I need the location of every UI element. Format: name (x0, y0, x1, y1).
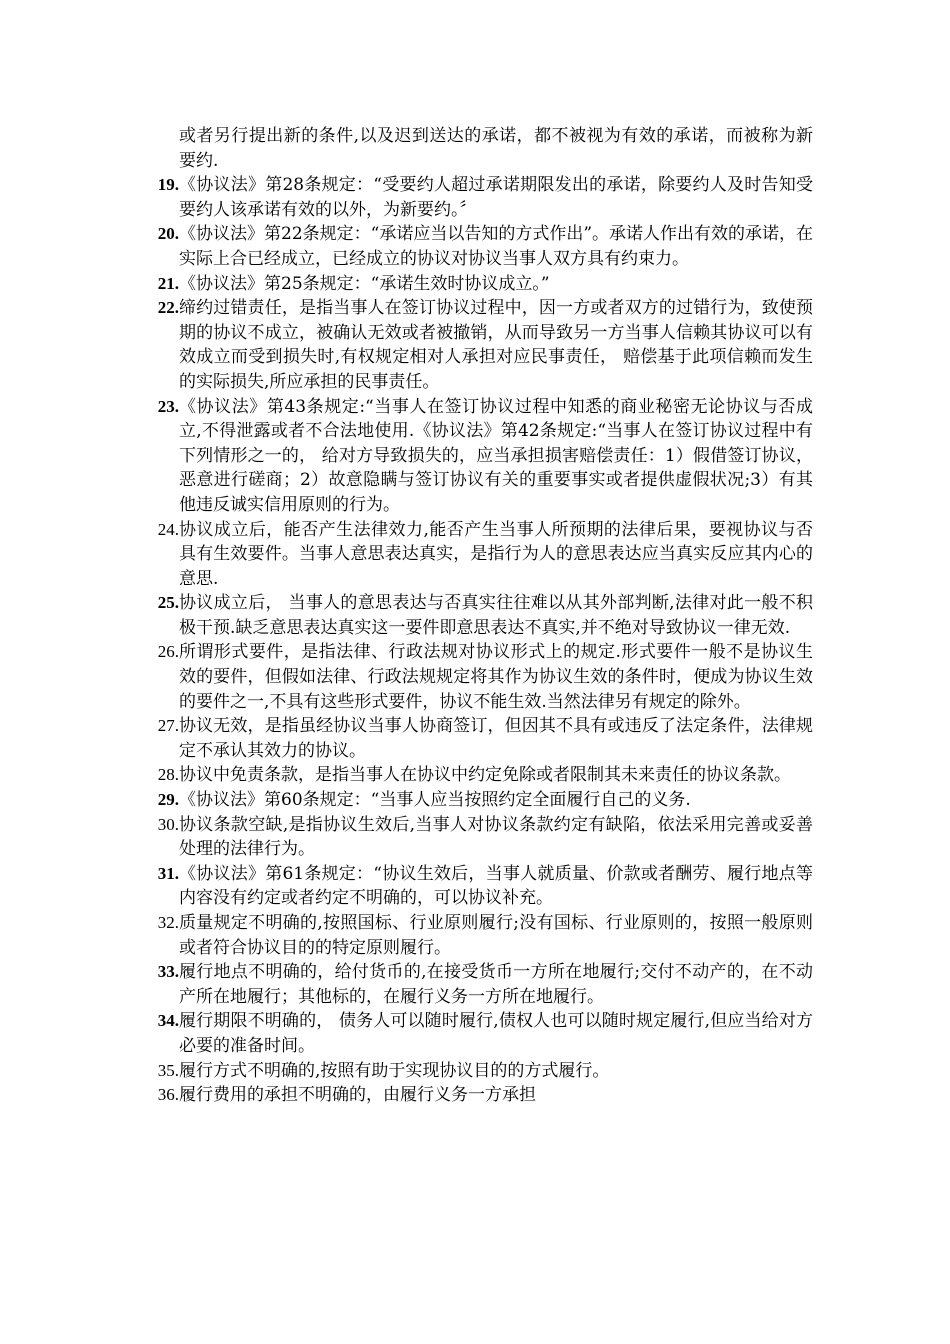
item-text: 履行费用的承担不明确的，由履行义务一方承担 (179, 1085, 536, 1106)
item-number: 21. (157, 273, 179, 293)
item-number: 36. (157, 1085, 179, 1105)
item-text: 《协议法》第61条规定：“协议生效后，当事人就质量、价款或者酬劳、履行地点等内容没有约定或者约定不明确的，可以协议补充。 (179, 863, 813, 909)
item-text: 《协议法》第43条规定:“当事人在签订协议过程中知悉的商业秘密无论协议与否成立,不得泄露或者不合法地使用.《协议法》第42条规定:“当事人在签订协议过程中有下列情形之一的， 给对方导致损失的，应当承担损害赔偿责任：1）假借签订协议，恶意进行磋商；2）故意隐瞒与签订协议有关的重要事实或者提供虚假状况;3）有其他违反诚实信用原则的行为。 (179, 396, 813, 515)
item-text: 《协议法》第60条规定：“当事人应当按照约定全面履行自己的义务. (179, 790, 691, 811)
list-item (143, 222, 813, 271)
document-body (143, 124, 813, 1108)
item-text: 《协议法》第28条规定：“受要约人超过承诺期限发出的承诺，除要约人及时告知受要约人该承诺有效的以外，为新要约。〞 (179, 175, 813, 220)
item-number: 19. (157, 175, 179, 195)
item-text: 履行期限不明确的， 债务人可以随时履行,债权人也可以随时规定履行,但应当给对方必要的准备时间。 (179, 1011, 813, 1056)
item-text: 履行方式不明确的,按照有助于实现协议目的的方式履行。 (179, 1060, 610, 1081)
item-text: 协议条款空缺,是指协议生效后,当事人对协议条款约定有缺陷，依法采用完善或妥善处理的法律行为。 (179, 814, 813, 860)
item-number: 22. (157, 298, 179, 318)
item-number: 25. (157, 593, 179, 613)
item-number: 32. (157, 913, 179, 932)
item-text: 质量规定不明确的,按照国标、行业原则履行;没有国标、行业原则的，按照一般原则或者符合协议目的的特定原则履行。 (179, 913, 813, 958)
list-item (143, 395, 813, 518)
list-item (143, 813, 813, 862)
list-item (143, 1009, 813, 1058)
list-item (143, 591, 813, 640)
list-item (143, 911, 813, 960)
continuation-paragraph: 或者另行提出新的条件,以及迟到送达的承诺，都不被视为有效的承诺，而被称为新要约. (179, 126, 813, 171)
item-text: 缔约过错责任，是指当事人在签订协议过程中，因一方或者双方的过错行为，致使预期的协议不成立，被确认无效或者被撤销，从而导致另一方当事人信赖其协议可以有效成立而受到损失时,有权规定相对人承担对应民事责任， 赔偿基于此项信赖而发生的实际损失,所应承担的民事责任。 (179, 298, 813, 392)
item-text: 协议成立后， 当事人的意思表达与否真实往往难以从其外部判断,法律对此一般不积极干预.缺乏意思表达真实这一要件即意思表达不真实,并不绝对导致协议一律无效. (179, 593, 813, 638)
item-text: 协议成立后，能否产生法律效力,能否产生当事人所预期的法律后果，要视协议与否具有生效要件。当事人意思表达真实，是指行为人的意思表达应当真实反应其内心的意思. (179, 519, 813, 589)
item-number: 26. (157, 642, 179, 662)
list-item (143, 272, 813, 297)
item-number: 34. (157, 1011, 179, 1031)
list-item (143, 1083, 813, 1108)
item-number: 23. (157, 396, 179, 416)
list-item (143, 1059, 813, 1084)
item-text: 协议无效，是指虽经协议当事人协商签订，但因其不具有或违反了法定条件，法律规定不承认其效力的协议。 (179, 716, 813, 761)
item-number: 33. (157, 962, 179, 982)
item-number: 30. (157, 814, 179, 834)
list-item (143, 862, 813, 911)
list-item (143, 763, 813, 788)
item-text: 协议中免责条款，是指当事人在协议中约定免除或者限制其未来责任的协议条款。 (179, 765, 791, 786)
item-number: 24. (157, 519, 179, 539)
list-item (143, 173, 813, 222)
item-number: 35. (157, 1060, 179, 1080)
item-number: 27. (157, 716, 179, 736)
list-item (143, 960, 813, 1009)
list-item (143, 518, 813, 592)
list-item (143, 640, 813, 714)
list-item (143, 714, 813, 763)
item-text: 履行地点不明确的，给付货币的,在接受货币一方所在地履行;交付不动产的，在不动产所在地履行；其他标的，在履行义务一方所在地履行。 (179, 962, 813, 1007)
item-number: 28. (157, 765, 179, 785)
item-number: 20. (157, 224, 179, 244)
item-number: 29. (157, 790, 179, 810)
item-number: 31. (157, 863, 179, 883)
numbered-list (143, 173, 813, 1108)
item-text: 《协议法》第25条规定：“承诺生效时协议成立。” (179, 273, 550, 294)
list-item (143, 788, 813, 813)
item-text: 《协议法》第22条规定：“承诺应当以告知的方式作出”。承诺人作出有效的承诺，在实际上合已经成立，已经成立的协议对协议当事人双方具有约束力。 (179, 224, 814, 269)
item-text: 所谓形式要件，是指法律、行政法规对协议形式上的规定.形式要件一般不是协议生效的要件，但假如法律、行政法规规定将其作为协议生效的条件时，便成为协议生效的要件之一,不具有这些形式要件，协议不能生效.当然法律另有规定的除外。 (179, 642, 813, 712)
list-item (143, 296, 813, 394)
